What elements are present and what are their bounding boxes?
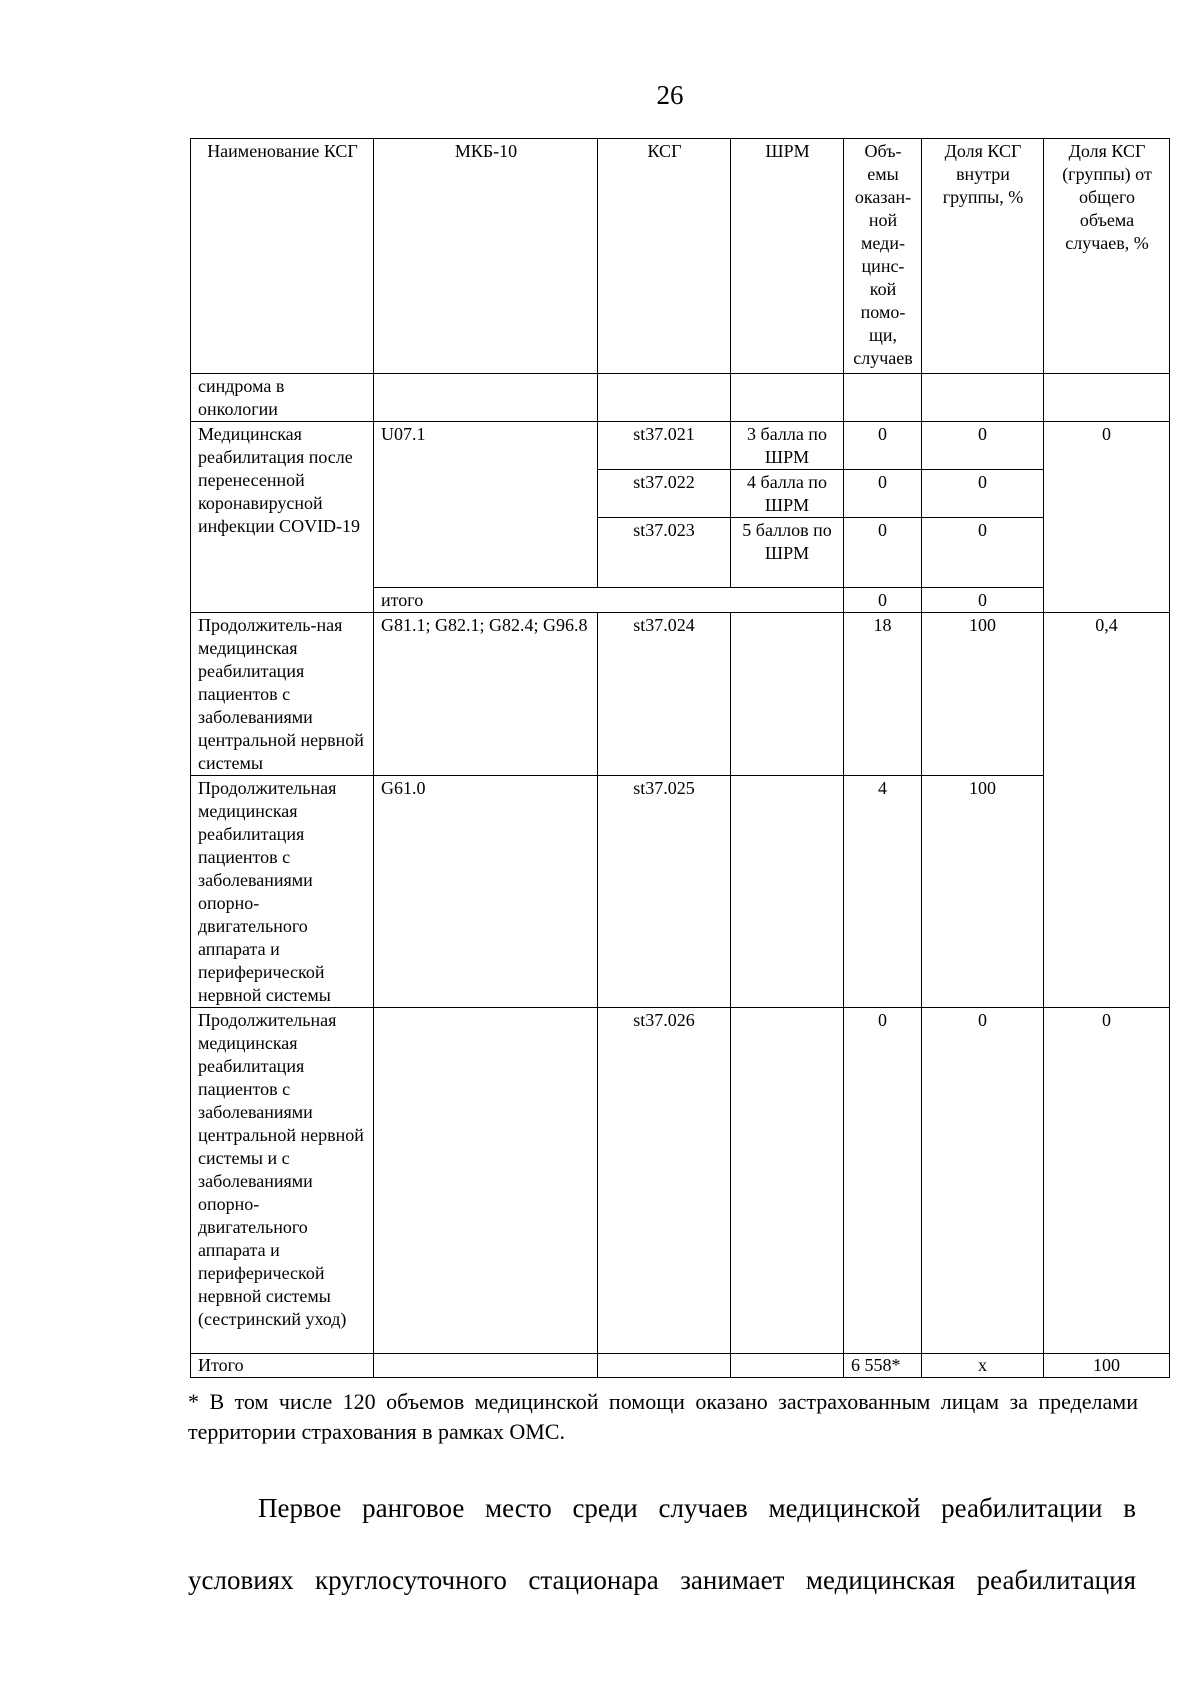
cell-share: 100 [922, 776, 1044, 1008]
cell-mkb: G81.1; G82.1; G82.4; G96.8 [374, 613, 598, 776]
cell-share: 0 [922, 422, 1044, 470]
cell-share: 0 [922, 470, 1044, 518]
cell-ksg: st37.021 [598, 422, 731, 470]
cell-shrm [731, 613, 844, 776]
cell-ksg: st37.025 [598, 776, 731, 1008]
cell-shrm: 3 балла по ШРМ [731, 422, 844, 470]
header-mkb: МКБ-10 [374, 139, 598, 374]
cell-shrm: 4 балла по ШРМ [731, 470, 844, 518]
cell-shrm: 5 баллов по ШРМ [731, 518, 844, 588]
cell-shrm [731, 1008, 844, 1354]
cell-mkb: G61.0 [374, 776, 598, 1008]
cell-volume: 0 [844, 588, 922, 613]
cell-share: 0 [922, 518, 1044, 588]
table-row [191, 374, 1170, 422]
cell-share-total: 0 [1044, 1008, 1170, 1354]
cell-name: Медицинская реабилитация после перенесенной коронавирусной инфекции COVID-19 [191, 422, 374, 613]
cell-share-total: 0 [1044, 422, 1170, 613]
header-name: Наименование КСГ [191, 139, 374, 374]
cell-volume: 4 [844, 776, 922, 1008]
cell-share: 0 [922, 588, 1044, 613]
cell-shrm [731, 776, 844, 1008]
header-shrm: ШРМ [731, 139, 844, 374]
cell-itogo-label: итого [374, 588, 844, 613]
cell-share: 100 [922, 613, 1044, 776]
cell-volume: 0 [844, 1008, 922, 1354]
cell-mkb: U07.1 [374, 422, 598, 588]
cell-total-volume: 6 558* [844, 1354, 922, 1378]
cell-name: Продолжитель-ная медицинская реабилитация пациентов с заболеваниями центральной нервной системы [191, 613, 374, 776]
header-volume: Объ-емы оказан-ной меди-цинс-кой помо-щи, случаев [844, 139, 922, 374]
cell-share-total: 0,4 [1044, 613, 1170, 776]
header-share-in-group: Доля КСГ внутри группы, % [922, 139, 1044, 374]
cell-volume: 0 [844, 470, 922, 518]
cell-total-label: Итого [191, 1354, 374, 1378]
header-ksg: КСГ [598, 139, 731, 374]
cell-ksg: st37.022 [598, 470, 731, 518]
table-row [191, 613, 1170, 776]
table-header-row [191, 139, 1170, 374]
table-row [191, 1008, 1170, 1354]
cell-name: Продолжительная медицинская реабилитация пациентов с заболеваниями опорно-двигательного аппарата и периферической нервной системы [191, 776, 374, 1008]
cell-ksg: st37.026 [598, 1008, 731, 1354]
table-total-row [191, 1354, 1170, 1378]
cell-ksg: st37.023 [598, 518, 731, 588]
table-row [191, 422, 1170, 470]
cell-mkb [374, 1008, 598, 1354]
ksg-table [190, 138, 1170, 1378]
cell-total-share: x [922, 1354, 1044, 1378]
cell-total-share-total: 100 [1044, 1354, 1170, 1378]
cell-volume: 18 [844, 613, 922, 776]
table-footnote: * В том числе 120 объемов медицинской помощи оказано застрахованным лицам за пределами территории страхования в рамках ОМС. [188, 1389, 1138, 1444]
body-paragraph-line-1: Первое ранговое место среди случаев медицинской реабилитации в [258, 1493, 1136, 1523]
page-number: 26 [656, 80, 684, 110]
cell-volume: 0 [844, 518, 922, 588]
body-paragraph-line-2: условиях круглосуточного стационара занимает медицинская реабилитация [188, 1565, 1136, 1595]
cell-share: 0 [922, 1008, 1044, 1354]
cell-volume: 0 [844, 422, 922, 470]
cell-name: синдрома в онкологии [191, 374, 374, 422]
cell-ksg: st37.024 [598, 613, 731, 776]
header-share-total: Доля КСГ (группы) от общего объема случаев, % [1044, 139, 1170, 374]
cell-name: Продолжительная медицинская реабилитация пациентов с заболеваниями центральной нервной системы и с заболеваниями опорно-двигательного аппарата и периферической нервной системы (сестринский уход) [191, 1008, 374, 1354]
table-row [191, 776, 1170, 1008]
